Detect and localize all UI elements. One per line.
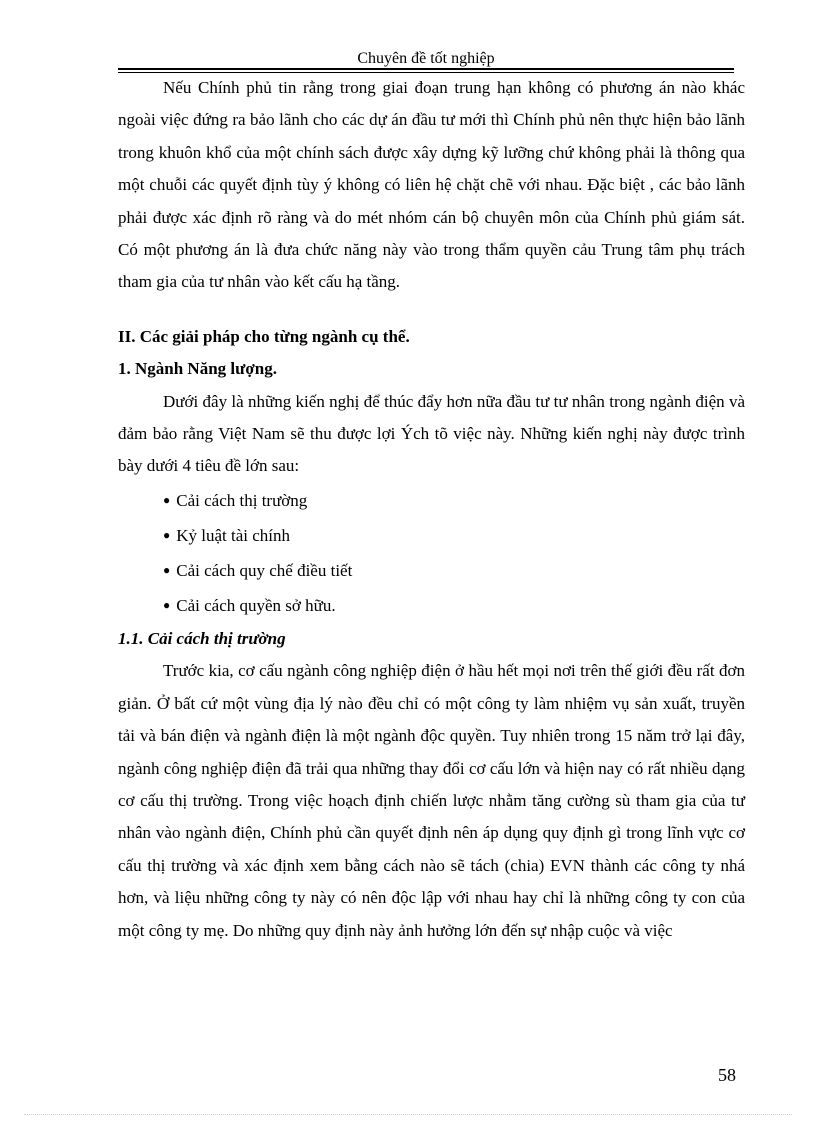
list-item-text: Cải cách quyền sở hữu. <box>176 595 336 615</box>
list-item-text: Kỷ luật tài chính <box>176 525 291 545</box>
page-number: 58 <box>718 1065 736 1085</box>
list-item <box>163 518 745 553</box>
list-item <box>163 483 745 518</box>
bullet-icon: ● <box>163 527 171 542</box>
page-header: Chuyên đề tốt nghiệp <box>357 50 495 67</box>
bullet-icon: ● <box>163 562 171 577</box>
bullet-icon: ● <box>163 597 171 612</box>
subsection-heading: 1. Ngành Năng lượng. <box>118 359 277 379</box>
market-reform-paragraph: Trước kia, cơ cấu ngành công nghiệp điện ở hầu hết mọi nơi trên thế giới đều rất đơn giản. Ở bất cứ một vùng địa lý nào đều chỉ có một công ty làm nhiệm vụ sản xuất, truyền tải và bán điện và ngành điện là một ngành độc quyền. Tuy nhiên trong 15 năm trở lại đây, ngành công nghiệp điện đã trải qua những thay đổi cơ cấu lớn và hiện nay có rất nhiều dạng cơ cấu thị trường. Trong việc hoạch định chiến lược nhằm tăng cường sù tham gia của tư nhân vào ngành điện, Chính phủ cần quyết định nên áp dụng quy định gì trong lĩnh vực cơ cấu thị trường và xác định xem bằng cách nào sẽ tách (chia) EVN thành các công ty nhá hơn, và liệu những công ty này có nên độc lập với nhau hay chỉ là những công ty con của một công ty mẹ. Do những quy định này ảnh hưởng lớn đến sự nhập cuộc và việc <box>118 661 745 940</box>
section-spacer <box>118 299 745 321</box>
list-item <box>163 588 745 623</box>
list-item-text: Cải cách thị trường <box>176 490 308 510</box>
market-reform-heading: 1.1. Cải cách thị trường <box>118 628 286 648</box>
list-item <box>163 553 745 588</box>
page-bottom-border <box>24 1114 792 1115</box>
energy-paragraph: Dưới đây là những kiến nghị để thúc đẩy hơn nữa đầu tư tư nhân trong ngành điện và đảm bảo rằng Việt Nam sẽ thu được lợi Ých tõ việc này. Những kiến nghị này được trình bày dưới 4 tiêu đề lớn sau: <box>118 391 745 476</box>
section-heading: II. Các giải pháp cho từng ngành cụ thể. <box>118 326 410 346</box>
intro-paragraph: Nếu Chính phủ tin rằng trong giai đoạn trung hạn không có phương án nào khác ngoài việc đứng ra bảo lãnh cho các dự án đầu tư mới thì Chính phủ nên thực hiện bảo lãnh trong khuôn khổ của một chính sách được xây dựng kỹ lưỡng chứ không phải là thông qua một chuỗi các quyết định tùy ý không có liên hệ chặt chẽ với nhau. Đặc biệt , các bảo lãnh phải được xác định rõ ràng và do mét nhóm cán bộ chuyên môn của Chính phủ giám sát. Có một phương án là đưa chức năng này vào trong thẩm quyền cảu Trung tâm phụ trách tham gia của tư nhân vào kết cấu hạ tầng. <box>118 78 745 292</box>
list-item-text: Cải cách quy chế điều tiết <box>176 560 353 580</box>
document-body <box>118 72 745 947</box>
header-rule-thick <box>118 68 734 70</box>
bullet-icon: ● <box>163 492 171 507</box>
recommendation-list <box>118 483 745 623</box>
